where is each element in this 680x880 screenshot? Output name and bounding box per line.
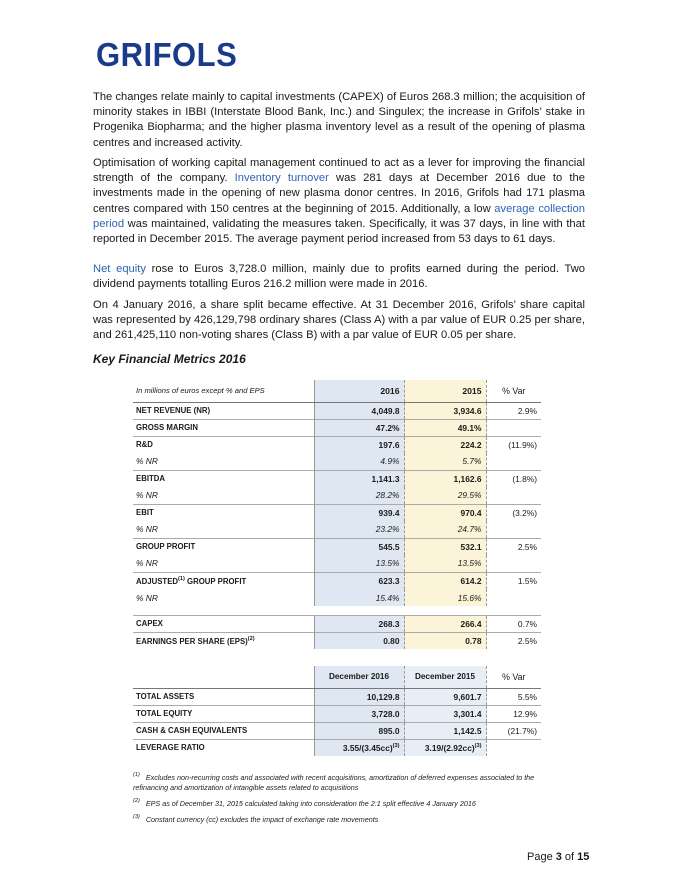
table-row (133, 436, 541, 453)
header-dec-2015: December 2015 (404, 666, 486, 688)
table-spacer (133, 606, 541, 615)
page-number (527, 851, 589, 863)
row-label: CASH & CASH EQUIVALENTS (133, 722, 314, 739)
footnote-text: EPS as of December 31, 2015 calculated taking into consideration the 2:1 split effective 4 January 2016 (145, 799, 476, 808)
paragraph-text: rose to Euros 3,728.0 million, mainly due to profits earned during the period. Two dividend payments totalling Euros 216.2 million were made in 2016. (93, 263, 585, 291)
paragraph-working-capital (93, 156, 585, 247)
row-label: % NR (136, 524, 158, 535)
header-var: % Var (486, 380, 541, 402)
header-label: In millions of euros except % and EPS (133, 380, 314, 402)
value-2016: 4,049.8 (314, 402, 404, 419)
value-2015: 3,301.4 (404, 705, 486, 722)
current-page: 3 (555, 851, 562, 863)
value-2016: 939.4 (314, 504, 404, 521)
inventory-turnover-link[interactable]: Inventory turnover (234, 172, 329, 185)
row-label: NET REVENUE (NR) (136, 406, 211, 415)
value-2015: 614.2 (404, 572, 486, 589)
table-row (133, 572, 541, 589)
value-2016: 1,141.3 (314, 470, 404, 487)
value-var: (11.9%) (486, 436, 541, 453)
value-2016: 545.5 (314, 538, 404, 555)
table-row (133, 722, 541, 739)
table-row (133, 615, 541, 632)
value-2015: 29.5% (404, 487, 486, 504)
row-label: GROUP PROFIT (133, 538, 314, 555)
value-var: 0.7% (486, 615, 541, 632)
row-label: EBITDA (133, 470, 314, 487)
value-2016: 13.5% (314, 555, 404, 572)
footnote-mark: (3) (133, 814, 140, 820)
row-label-text: GROUP PROFIT (184, 576, 247, 586)
row-label: GROSS MARGIN (133, 419, 314, 436)
section-title: Key Financial Metrics 2016 (93, 352, 246, 366)
table-header-row (133, 666, 541, 688)
value-2015: 15.6% (404, 589, 486, 606)
value-2015: 49.1% (404, 419, 486, 436)
footnote-text: Excludes non-recurring costs and associated with recent acquisitions, amortization of deferred expenses associated to the refinancing and amortization of intangible assets related to acquisitions (133, 773, 535, 792)
value-2015 (404, 739, 486, 756)
footnote-ref: (2) (247, 635, 255, 642)
footnote-ref: (3) (392, 742, 400, 749)
value-var (486, 419, 541, 436)
header-2015: 2015 (404, 380, 486, 402)
table-row (133, 521, 541, 538)
value-var: 12.9% (486, 705, 541, 722)
value-2015: 0.78 (404, 632, 486, 649)
value-text: 3.19/(2.92cc) (424, 742, 475, 753)
value-var: (1.8%) (486, 470, 541, 487)
value-var (486, 739, 541, 756)
row-label: % NR (136, 456, 158, 467)
average-collection-period-link[interactable]: average collection period (93, 202, 585, 230)
table-row (133, 487, 541, 504)
value-2015: 3,934.6 (404, 402, 486, 419)
paragraph-text: Optimisation of working capital management continued to act as a lever for improving the financial strength of the company. (93, 157, 585, 185)
value-var: 5.5% (517, 691, 537, 702)
balance-sheet-table (133, 666, 541, 756)
value-2016: 10,129.8 (314, 688, 404, 705)
value-2016: 15.4% (314, 589, 404, 606)
table-row (133, 555, 541, 572)
paragraph-text: was 281 days at December 2016 due to the investments made in the opening of new plasma donor centres. In 2016, Grifols had 171 plasma centres compared with 150 centres at the beginning of 2015. Additionally, a low (93, 172, 585, 215)
key-metrics-table (133, 380, 541, 649)
table-row (133, 504, 541, 521)
footnote (133, 770, 553, 793)
table-row (133, 705, 541, 722)
value-2016: 623.3 (314, 572, 404, 589)
company-logo: GRIFOLS (96, 36, 238, 74)
value-2016: 23.2% (314, 521, 404, 538)
row-label: R&D (133, 436, 314, 453)
value-2016: 3,728.0 (314, 705, 404, 722)
value-2016 (314, 739, 404, 756)
value-2015: 9,601.7 (404, 688, 486, 705)
value-var: 2.5% (486, 632, 541, 649)
row-label: % NR (136, 592, 158, 603)
table-row (133, 470, 541, 487)
row-label-text: ADJUSTED (136, 576, 179, 586)
value-var: 2.9% (517, 405, 537, 416)
footnote (133, 796, 553, 809)
value-var (486, 487, 541, 504)
value-2015: 970.4 (404, 504, 486, 521)
row-label (133, 572, 314, 589)
footnote-mark: (1) (133, 772, 140, 778)
value-var: (3.2%) (486, 504, 541, 521)
table-row (133, 589, 541, 606)
value-2015: 266.4 (404, 615, 486, 632)
value-var: 2.5% (486, 538, 541, 555)
value-var (486, 589, 541, 606)
paragraph-capex: The changes relate mainly to capital investments (CAPEX) of Euros 268.3 million; the acquisition of minority stakes in IBBI (Interstate Blood Bank, Inc.) and Singulex; the increase in Grifols’ stake in Progenika Biopharma; and the higher plasma inventory level as a result of the opening of plasma centres and increased activity. (93, 91, 585, 149)
page-of: of (561, 851, 578, 863)
value-2015: 532.1 (404, 538, 486, 555)
row-label: % NR (136, 558, 158, 569)
row-label: TOTAL ASSETS (136, 692, 195, 701)
value-2016: 28.2% (314, 487, 404, 504)
value-var (486, 521, 541, 538)
value-2015: 1,142.5 (404, 722, 486, 739)
value-2016: 0.80 (314, 632, 404, 649)
value-2015: 24.7% (404, 521, 486, 538)
value-var: (21.7%) (486, 722, 541, 739)
footnotes (133, 770, 553, 828)
value-var (486, 453, 541, 470)
header-2016: 2016 (314, 380, 404, 402)
table-row (133, 538, 541, 555)
value-2016: 47.2% (314, 419, 404, 436)
row-label: CAPEX (133, 615, 314, 632)
value-2016: 197.6 (314, 436, 404, 453)
value-2016: 4.9% (314, 453, 404, 470)
page-prefix: Page (527, 851, 556, 863)
footnote (133, 812, 553, 825)
value-var: 1.5% (486, 572, 541, 589)
paragraph-text: was maintained, validating the measures taken. Specifically, it was 37 days, in line with that reported in December 2015. The average payment period increased from 53 days to 61 days. (93, 217, 585, 246)
value-var (486, 555, 541, 572)
row-label (133, 632, 314, 649)
value-2015: 224.2 (404, 436, 486, 453)
row-label-text: EARNINGS PER SHARE (EPS) (136, 636, 248, 646)
total-pages: 15 (577, 851, 590, 863)
row-label: LEVERAGE RATIO (133, 739, 314, 756)
value-2016: 895.0 (314, 722, 404, 739)
paragraph-share-split: On 4 January 2016, a share split became effective. At 31 December 2016, Grifols’ share capital was represented by 426,129,798 ordinary shares (Class A) with a par value of EUR 0.25 per share, and 261,425,110 non-voting shares (Class B) with a par value of EUR 0.05 per share. (93, 299, 585, 342)
table-row (133, 688, 541, 705)
row-label: EBIT (133, 504, 314, 521)
header-label (133, 666, 314, 688)
value-2015: 5.7% (404, 453, 486, 470)
footnote-text: Constant currency (cc) excludes the impact of exchange rate movements (145, 815, 379, 824)
table-header-row (133, 380, 541, 402)
header-dec-2016: December 2016 (314, 666, 404, 688)
table-row (133, 453, 541, 470)
table-row (133, 419, 541, 436)
table-row (133, 739, 541, 756)
table-row (133, 402, 541, 419)
row-label: TOTAL EQUITY (133, 705, 314, 722)
value-2015: 1,162.6 (404, 470, 486, 487)
footnote-ref: (1) (178, 575, 185, 582)
table-row (133, 632, 541, 649)
value-2016: 268.3 (314, 615, 404, 632)
paragraph-net-equity (93, 262, 585, 292)
footnote-ref: (3) (474, 742, 482, 749)
net-equity-link[interactable]: Net equity (93, 263, 146, 275)
footnote-mark: (2) (133, 798, 140, 804)
value-2015: 13.5% (404, 555, 486, 572)
row-label: % NR (136, 490, 158, 501)
value-text: 3.55/(3.45cc) (342, 742, 393, 753)
header-var: % Var (486, 666, 541, 688)
